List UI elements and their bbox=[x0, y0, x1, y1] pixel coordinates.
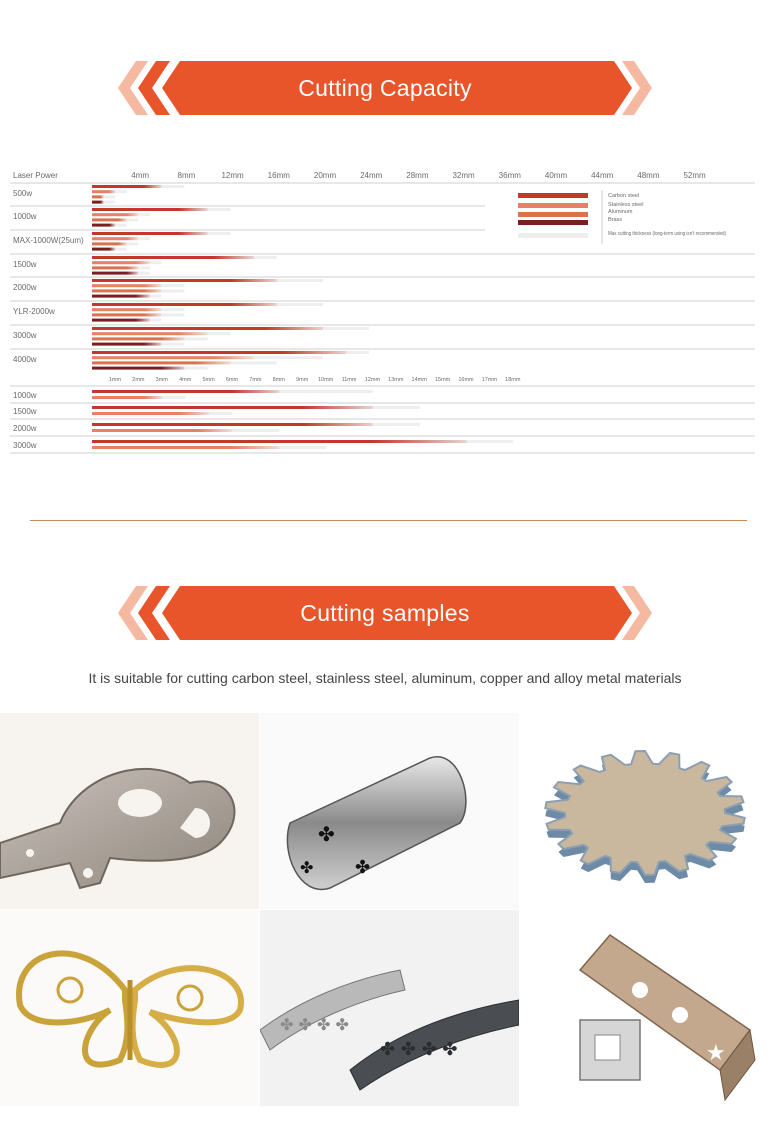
samples-caption: It is suitable for cutting carbon steel, stainless steel, aluminum, copper and alloy metal materials bbox=[88, 670, 682, 686]
bar bbox=[92, 313, 161, 316]
svg-text:★: ★ bbox=[706, 1041, 726, 1066]
section-divider bbox=[30, 520, 747, 521]
bar bbox=[92, 406, 373, 409]
page-title: Cutting Capacity bbox=[298, 75, 472, 101]
bar bbox=[92, 195, 104, 198]
x-tick-mid: 3mm bbox=[155, 377, 168, 383]
bar bbox=[92, 232, 208, 235]
x-tick-mid: 7mm bbox=[249, 377, 262, 383]
bar bbox=[92, 308, 161, 311]
x-tick-top: 24mm bbox=[360, 171, 383, 180]
legend-label: Brass bbox=[608, 217, 623, 223]
x-tick-top: 52mm bbox=[683, 171, 706, 180]
legend-swatch bbox=[518, 203, 588, 208]
row-label: 4000w bbox=[13, 355, 37, 364]
cylinder-part-icon bbox=[260, 713, 519, 909]
bar bbox=[92, 256, 254, 259]
row-label: 1000w bbox=[13, 391, 37, 400]
legend-swatch bbox=[518, 233, 588, 238]
chain-parts-icon bbox=[260, 910, 519, 1106]
x-tick-mid: 12mm bbox=[364, 377, 381, 383]
svg-text:✤: ✤ bbox=[318, 822, 335, 846]
x-tick-top: 48mm bbox=[637, 171, 660, 180]
legend-label: Max cutting thickness (long-term using isn't recommended) bbox=[608, 231, 727, 237]
bracket-plate-icon bbox=[0, 713, 259, 909]
svg-text:✤ ✤ ✤ ✤: ✤ ✤ ✤ ✤ bbox=[380, 1039, 458, 1060]
x-tick-top: 12mm bbox=[221, 171, 244, 180]
bar bbox=[92, 218, 127, 221]
sample-image-butterfly bbox=[0, 910, 259, 1106]
sample-image-bracket bbox=[0, 713, 259, 909]
x-tick-mid: 18mm bbox=[505, 377, 521, 383]
butterfly-icon bbox=[0, 910, 259, 1106]
row-label: 1500w bbox=[13, 260, 37, 269]
bar bbox=[92, 367, 184, 370]
sample-image-tubes bbox=[520, 910, 770, 1106]
x-tick-top: 16mm bbox=[267, 171, 290, 180]
x-tick-mid: 14mm bbox=[411, 377, 427, 383]
bar bbox=[92, 343, 161, 346]
bar bbox=[92, 208, 208, 211]
legend-swatch bbox=[518, 212, 588, 217]
x-tick-mid: 17mm bbox=[481, 377, 498, 383]
bar bbox=[92, 361, 231, 364]
bar bbox=[92, 213, 138, 216]
bar bbox=[92, 390, 279, 393]
x-tick-mid: 2mm bbox=[132, 377, 145, 383]
bar bbox=[92, 261, 150, 264]
bar bbox=[92, 224, 115, 227]
bar bbox=[92, 284, 161, 287]
svg-text:✤: ✤ bbox=[300, 858, 314, 877]
row-label: 1000w bbox=[13, 212, 37, 221]
bar bbox=[92, 327, 323, 330]
x-tick-top: 20mm bbox=[313, 171, 337, 180]
cutting-samples-banner bbox=[118, 586, 652, 640]
x-tick-mid: 15mm bbox=[434, 377, 451, 383]
row-label: 2000w bbox=[13, 424, 37, 433]
bar bbox=[92, 289, 161, 292]
svg-text:✤: ✤ bbox=[355, 857, 371, 878]
x-tick-mid: 11mm bbox=[341, 377, 357, 383]
bar bbox=[92, 412, 209, 415]
x-tick-mid: 9mm bbox=[296, 377, 309, 383]
x-tick-mid: 13mm bbox=[388, 377, 404, 383]
bar bbox=[92, 237, 138, 240]
cutting-capacity-banner bbox=[118, 61, 652, 115]
row-label: 3000w bbox=[13, 331, 37, 340]
legend-swatch bbox=[518, 193, 588, 198]
row-label: 2000w bbox=[13, 283, 37, 292]
bar bbox=[92, 423, 373, 426]
gear-icon bbox=[520, 713, 770, 909]
bar bbox=[92, 248, 115, 251]
bar bbox=[92, 351, 346, 354]
gear-face bbox=[545, 751, 744, 875]
bar bbox=[92, 356, 254, 359]
x-tick-mid: 1mm bbox=[108, 377, 122, 383]
row-label: 1500w bbox=[13, 407, 37, 416]
row-label: YLR-2000w bbox=[13, 307, 55, 316]
svg-text:✤ ✤ ✤ ✤: ✤ ✤ ✤ ✤ bbox=[280, 1015, 349, 1034]
bar bbox=[92, 429, 232, 432]
legend-label: Carbon steel bbox=[608, 193, 640, 199]
x-tick-mid: 5mm bbox=[202, 377, 215, 383]
row-label: MAX-1000W(25um) bbox=[13, 236, 84, 245]
bar bbox=[92, 446, 279, 449]
laser-power-header: Laser Power bbox=[13, 171, 58, 180]
legend-label: Aluminum bbox=[608, 209, 633, 215]
x-tick-top: 40mm bbox=[544, 171, 568, 180]
sample-image-chains bbox=[260, 910, 519, 1106]
bar bbox=[92, 396, 162, 399]
bar bbox=[92, 185, 161, 188]
x-tick-top: 36mm bbox=[498, 171, 521, 180]
x-tick-mid: 6mm bbox=[225, 377, 239, 383]
x-tick-mid: 10mm bbox=[317, 377, 334, 383]
bar bbox=[92, 337, 184, 340]
x-tick-top: 44mm bbox=[591, 171, 614, 180]
x-tick-mid: 4mm bbox=[179, 377, 192, 383]
bar bbox=[92, 332, 208, 335]
bar bbox=[92, 440, 466, 443]
bar bbox=[92, 266, 138, 269]
legend-label: Stainless steel bbox=[608, 202, 644, 208]
bar bbox=[92, 190, 115, 193]
bar bbox=[92, 201, 104, 204]
section-title: Cutting samples bbox=[300, 600, 470, 626]
row-label: 500w bbox=[13, 189, 33, 198]
x-tick-top: 32mm bbox=[452, 171, 475, 180]
square-tubes-icon bbox=[520, 910, 770, 1106]
bar bbox=[92, 319, 150, 322]
x-tick-top: 28mm bbox=[406, 171, 429, 180]
row-label: 3000w bbox=[13, 441, 37, 450]
sample-image-gear bbox=[520, 713, 770, 909]
bar bbox=[92, 242, 127, 245]
bar bbox=[92, 272, 138, 275]
x-tick-mid: 16mm bbox=[458, 377, 474, 383]
x-tick-top: 4mm bbox=[131, 171, 150, 180]
legend-swatch bbox=[518, 220, 588, 225]
x-tick-top: 8mm bbox=[177, 171, 196, 180]
cutting-capacity-chart bbox=[0, 160, 770, 460]
bar bbox=[92, 279, 277, 282]
sample-image-cylinder bbox=[260, 713, 519, 909]
bar bbox=[92, 303, 277, 306]
bar bbox=[92, 295, 150, 298]
x-tick-mid: 8mm bbox=[272, 377, 285, 383]
